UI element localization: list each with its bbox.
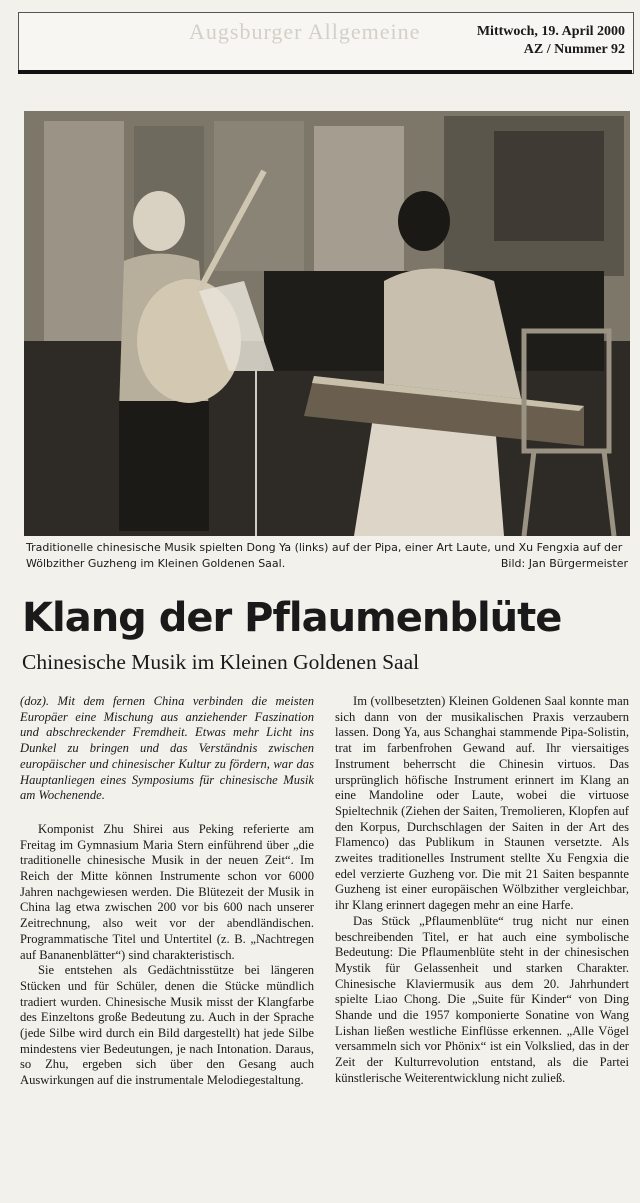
concert-photo bbox=[24, 111, 630, 536]
article-subheadline: Chinesische Musik im Kleinen Goldenen Saal bbox=[22, 650, 420, 674]
photo-credit: Bild: Jan Bürgermeister bbox=[500, 557, 628, 570]
issue-info bbox=[477, 23, 625, 59]
article-paragraph-4: Das Stück „Pflaumenblüte“ trug nicht nur einen beschreibenden Titel, er hat auch eine symbolische Bedeutung: Die Pflaumenblüte steht in der chinesischen Mystik für Gelassenheit und starken Charakter. Chinesische Klaviermusik aus dem 20. Jahrhundert spielte Liao Chong. Die „Suite für Kinder“ von Ding Shande und die 1957 komponierte Sonatine von Wang Lishan ließen westliche Einflüsse erkennen. „Alle Vögel versammeln sich vor Phönix“ ist ein Volkslied, das in der Zeit der Kulturrevolution entstand, als die Partei künstlerische Weiterentwicklung nicht zuließ. bbox=[335, 913, 629, 1085]
issue-date: Mittwoch, 19. April 2000 bbox=[476, 24, 625, 39]
article-headline: Klang der Pflaumenblüte bbox=[22, 595, 562, 641]
article-paragraph-1: Komponist Zhu Shirei aus Peking referierte am Freitag im Gymnasium Maria Stern einführend über „die traditionelle chinesische Musik in der neuen Zeit“. Im Reich der Mitte können Instrumente schon vor 6000 Jahren nachgewiesen werden. Die Blütezeit der Musik in China lag etwa zwischen 200 vor bis 600 nach unserer Zeitrechnung, also weit vor der abendländischen. Programmatische Titel und Untertitel (z. B. „Nachtregen auf Bananenblätter“) sind charakteristisch. bbox=[20, 821, 314, 962]
article-paragraph-3: Im (vollbesetzten) Kleinen Goldenen Saal konnte man sich dann von der musikalischen Praxis verzaubern lassen. Dong Ya, aus Schanghai stammende Pipa-Solistin, trat im farbenfrohen Gewand auf. Ihr viersaitiges Instrument beherrscht die Chinesin virtuos. Das ursprünglich höfische Instrument erinnert im Klang an eine Mandoline oder Laute, wobei die virtuose Spieltechnik (Ziehen der Saiten, Tremolieren, Klopfen auf den Korpus, Durchschlagen der Saiten in der Art des Flamenco) das Publikum in Staunen versetzte. Als zweites traditionelles Instrument stellte Xu Fengxia die edel verzierte Guzheng vor. Die mit 21 Saiten bespannte Guzheng ist einer europäischen Wölbzither vergleichbar, ihr Klang erinnert dagegen mehr an eine Harfe. bbox=[335, 694, 629, 913]
article-column-right bbox=[335, 694, 629, 1087]
caption-text: Traditionelle chinesische Musik spielten Dong Ya (links) auf der Pipa, einer Art Laute, und Xu Fengxia auf der Wölbzither Guzheng im Kleinen Goldenen Saal. bbox=[26, 541, 623, 570]
issue-number: AZ / Nummer 92 bbox=[523, 42, 625, 57]
masthead-box bbox=[18, 12, 634, 74]
header-rule bbox=[18, 70, 632, 74]
ghost-newspaper-title: Augsburger Allgemeine bbox=[189, 19, 421, 44]
article-paragraph-2: Sie entstehen als Gedächtnisstütze bei längeren Stücken und für Schüler, denen die Stücke mündlich tradiert wurden. Chinesische Musik misst der Klangfarbe des Einzeltons große Bedeutung zu. Auch in der Sprache (jede Silbe wird durch ein Bild dargestellt) hat jede Silbe mindestens vier Bedeutungen, je nach Intonation. Daraus, so Zhu, ergeben sich über den Gesang auch Auswirkungen auf die instrumentale Melodiegestaltung. bbox=[20, 963, 314, 1088]
article-column-left bbox=[20, 694, 314, 1089]
article-lead: (doz). Mit dem fernen China verbinden die meisten Europäer eine Mischung aus anziehender Faszination und abschreckender Fremdheit. Etwas mehr Licht ins Dunkel zu bringen und das Verständnis zwischen europäischer und chinesischer Kultur zu fördern, war das Hauptanliegen eines Symposiums für chinesische Musik am Wochenende. bbox=[20, 694, 314, 803]
photo-caption bbox=[26, 540, 628, 572]
